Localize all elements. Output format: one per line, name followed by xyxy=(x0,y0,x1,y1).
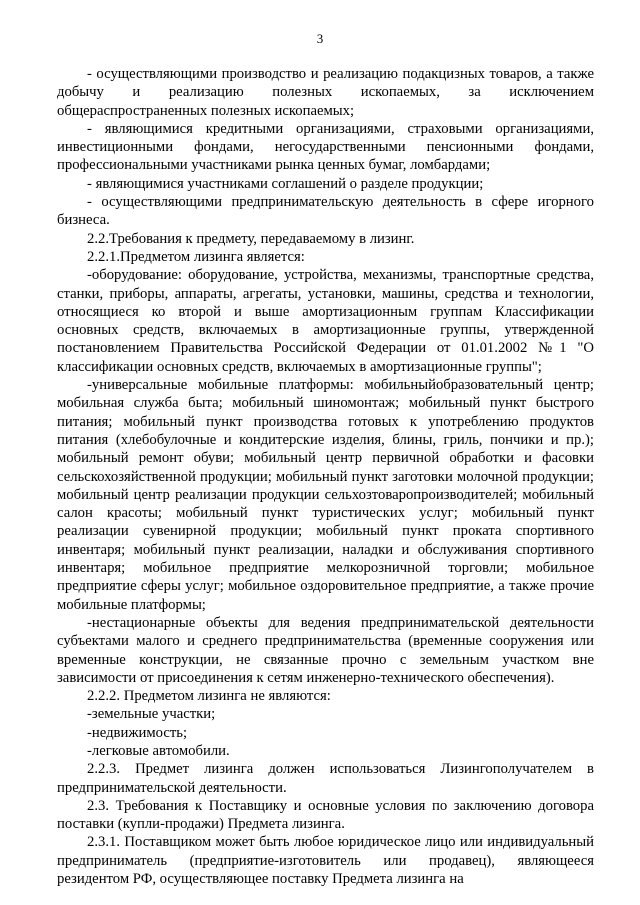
list-item-passenger-cars: -легковые автомобили. xyxy=(87,742,230,759)
list-item-land-plots: -земельные участки; xyxy=(87,706,216,723)
page-number: 3 xyxy=(316,31,324,46)
paragraph-non-stationary-objects: -нестационарные объекты для ведения предпринимательской деятельности субъектами малого и среднего предпринимательства (временные сооружения или временные конструкции, не связанные прочно с земельным участком вне зависимости от присоединения к сетям инженерно-технического обеспечения). xyxy=(57,614,594,686)
list-item-real-estate: -недвижимость; xyxy=(87,724,188,741)
section-heading-2-2: 2.2.Требования к предмету, передаваемому в лизинг. xyxy=(87,230,415,247)
paragraph-mobile-platforms: -универсальные мобильные платформы: мобильныйобразовательный центр; мобильная служба быта; мобильный шиномонтаж; мобильный пункт быстрого питания; мобильный пункт производства готовых к употреблению продуктов питания (хлебобулочные и кондитерские изделия, блины, гриль, пончики и пр.); мобильный ремонт обуви; мобильный центр первичной обработки и фасовки сельскохозяйственной продукции; мобильный пункт заготовки молочной продукции; мобильный центр реализации продукции сельхозтоваропроизводителей; мобильный салон красоты; мобильный пункт туристических услуг; мобильный пункт реализации сувенирной продукции; мобильный пункт проката спортивного инвентаря; мобильный пункт реализации, наладки и обслуживания спортивного инвентаря; мобильное предприятие мелкорозничной торговли; мобильное предприятие сферы услуг; мобильное оздоровительное предприятие, а также прочие мобильные платформы; xyxy=(57,377,594,613)
paragraph-excise-goods-exclusion: - осуществляющими производство и реализацию подакцизных товаров, а также добычу и реализацию полезных ископаемых, за исключением общераспространенных полезных ископаемых; xyxy=(57,66,594,119)
section-heading-2-3: 2.3. Требования к Поставщику и основные условия по заключению договора поставки (купли-продажи) Предмета лизинга. xyxy=(57,797,594,833)
paragraph-equipment: -оборудование: оборудование, устройства, механизмы, транспортные средства, станки, приборы, аппараты, агрегаты, установки, машины, средства и технологии, относящиеся ко второй и выше амортизационным группам Классификации основных средств, включаемых в амортизационные группы, утвержденной постановлением Правительства Российской Федерации от 01.01.2002 №1 "О классификации основных средств, включаемых в амортизационные группы"; xyxy=(57,267,594,375)
paragraph-2-2-3-usage: 2.2.3. Предмет лизинга должен использоваться Лизингополучателем в предпринимательской деятельности. xyxy=(57,761,594,796)
subsection-heading-2-2-1: 2.2.1.Предметом лизинга является: xyxy=(87,248,305,265)
paragraph-financial-organizations-exclusion: - являющимися кредитными организациями, страховыми организациями, инвестиционными фондами, негосударственными пенсионными фондами, профессиональными участниками рынка ценных бумаг, ломбардами; xyxy=(57,120,594,174)
paragraph-production-sharing-exclusion: - являющимися участниками соглашений о разделе продукции; xyxy=(87,175,484,192)
document-body xyxy=(57,65,594,888)
paragraph-gambling-exclusion: - осуществляющими предпринимательскую деятельность в сфере игорного бизнеса. xyxy=(57,194,594,229)
paragraph-2-3-1-supplier: 2.3.1. Поставщиком может быть любое юридическое лицо или индивидуальный предприниматель (предприятие-изготовитель или продавец), являющееся резидентом РФ, осуществляющее поставку Предмета лизинга на xyxy=(57,834,594,888)
subsection-heading-2-2-2: 2.2.2. Предметом лизинга не являются: xyxy=(87,688,331,705)
